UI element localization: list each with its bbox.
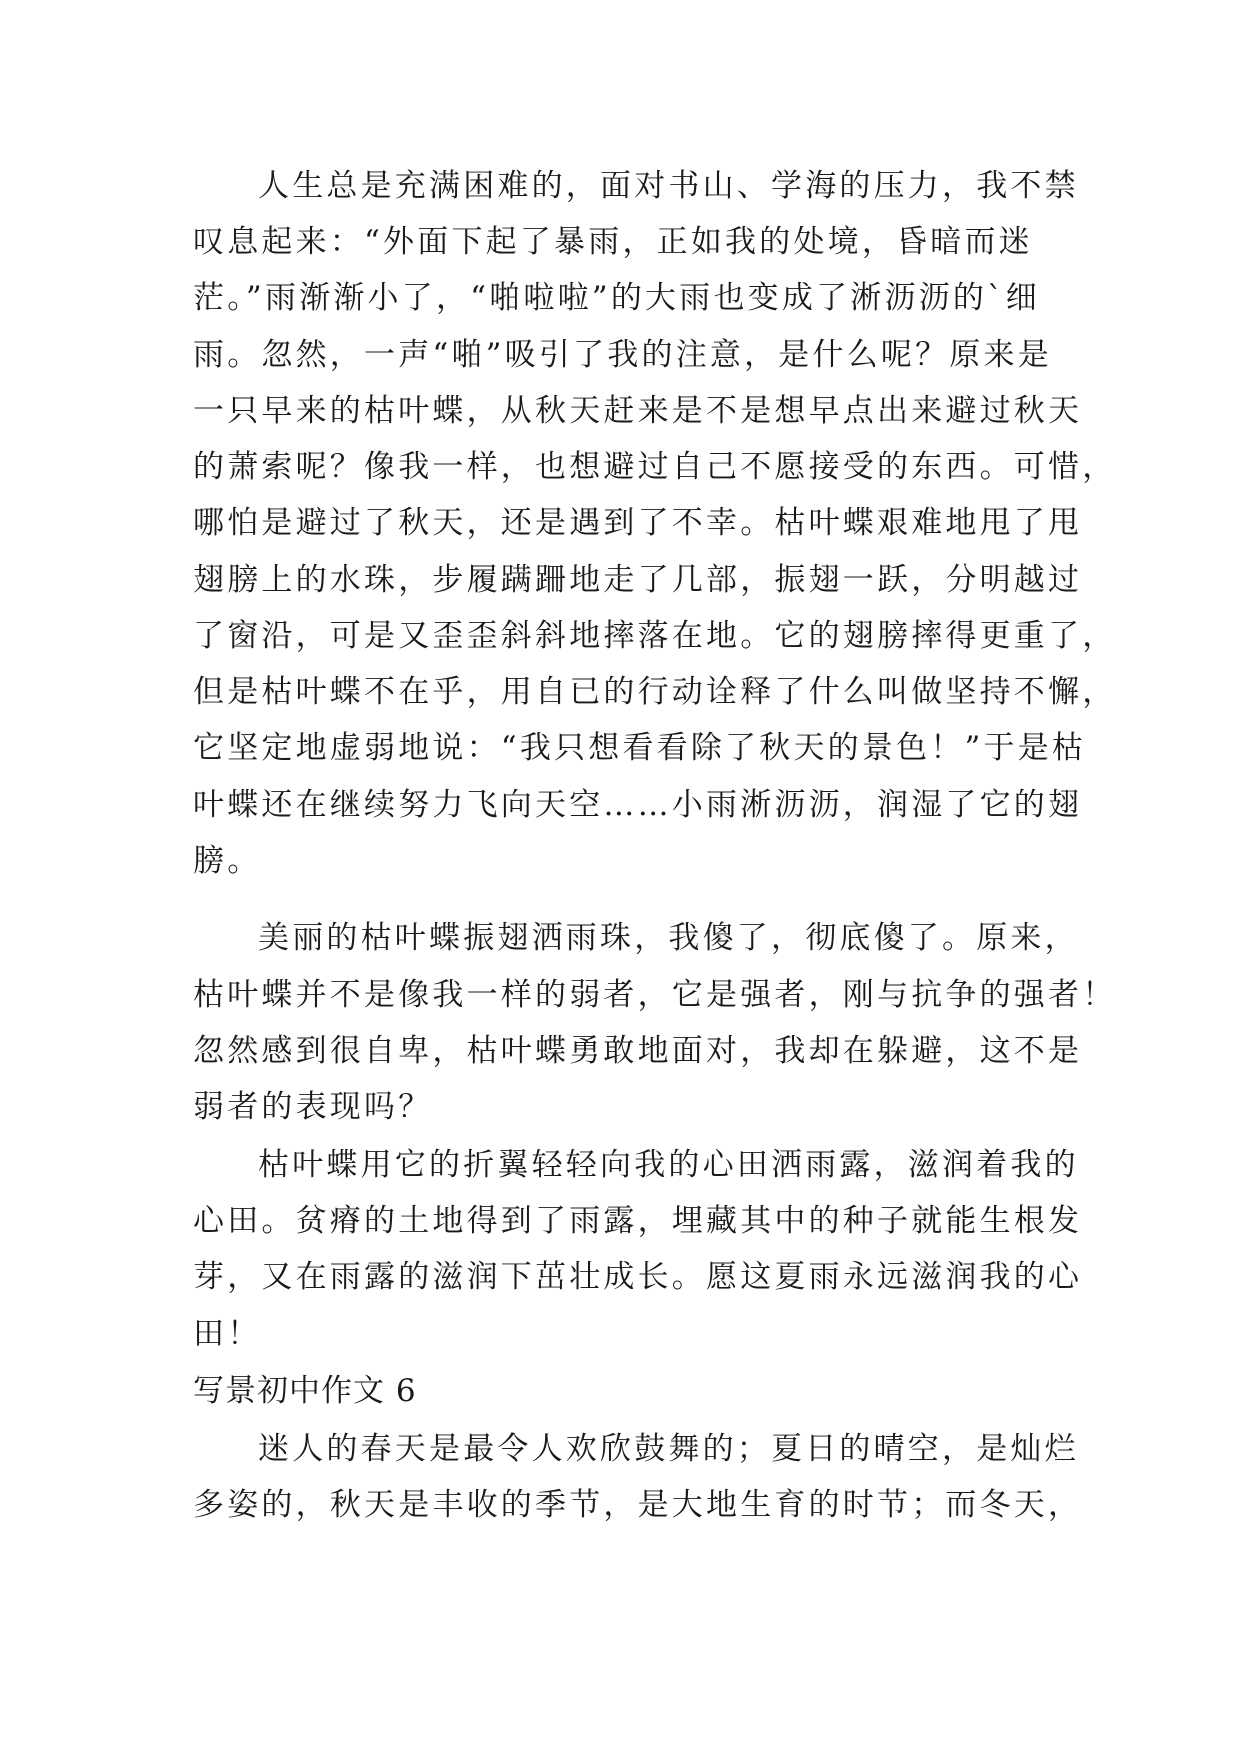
text-line: 田！: [193, 1316, 262, 1352]
text-line: 叹息起来：“外面下起了暴雨，正如我的处境，昏暗而迷: [193, 224, 1033, 260]
section-heading: 写景初中作文 6: [193, 1373, 417, 1409]
text-line: 叶蝶还在继续努力飞向天空……小雨淅沥沥，润湿了它的翅: [193, 787, 1083, 823]
text-line: 枯叶蝶并不是像我一样的弱者，它是强者，刚与抗争的强者！: [193, 977, 1117, 1013]
text-line: 了窗沿，可是又歪歪斜斜地摔落在地。它的翅膀摔得更重了，: [193, 618, 1117, 654]
text-line: 忽然感到很自卑，枯叶蝶勇敢地面对，我却在躲避，这不是: [193, 1033, 1083, 1069]
text-line: 人生总是充满困难的，面对书山、学海的压力，我不禁: [258, 168, 1079, 204]
text-line: 美丽的枯叶蝶振翅洒雨珠，我傻了，彻底傻了。原来，: [258, 920, 1079, 956]
text-line: 枯叶蝶用它的折翼轻轻向我的心田洒雨露，滋润着我的: [258, 1147, 1079, 1183]
text-line: 翅膀上的水珠，步履蹒跚地走了几部，振翅一跃，分明越过: [193, 562, 1083, 598]
text-line: 迷人的春天是最令人欢欣鼓舞的；夏日的晴空，是灿烂: [258, 1431, 1079, 1467]
text-line: 膀。: [193, 843, 262, 879]
text-line: 一只早来的枯叶蝶，从秋天赶来是不是想早点出来避过秋天: [193, 393, 1083, 429]
text-line: 多姿的，秋天是丰收的季节，是大地生育的时节；而冬天，: [193, 1487, 1083, 1523]
text-line: 它坚定地虚弱地说：“我只想看看除了秋天的景色！”于是枯: [193, 730, 1087, 766]
text-line: 的萧索呢？像我一样，也想避过自己不愿接受的东西。可惜，: [193, 449, 1117, 485]
text-line: 但是枯叶蝶不在乎，用自已的行动诠释了什么叫做坚持不懈，: [193, 674, 1117, 710]
text-line: 哪怕是避过了秋天，还是遇到了不幸。枯叶蝶艰难地甩了甩: [193, 505, 1083, 541]
text-line: 芽，又在雨露的滋润下茁壮成长。愿这夏雨永远滋润我的心: [193, 1259, 1083, 1295]
text-line: 雨。忽然，一声“啪”吸引了我的注意，是什么呢？原来是: [193, 337, 1052, 373]
text-line: 茫。”雨渐渐小了，“啪啦啦”的大雨也变成了淅沥沥的`细: [193, 280, 1040, 316]
text-line: 弱者的表现吗？: [193, 1089, 433, 1125]
text-line: 心田。贫瘠的土地得到了雨露，埋藏其中的种子就能生根发: [193, 1203, 1083, 1239]
